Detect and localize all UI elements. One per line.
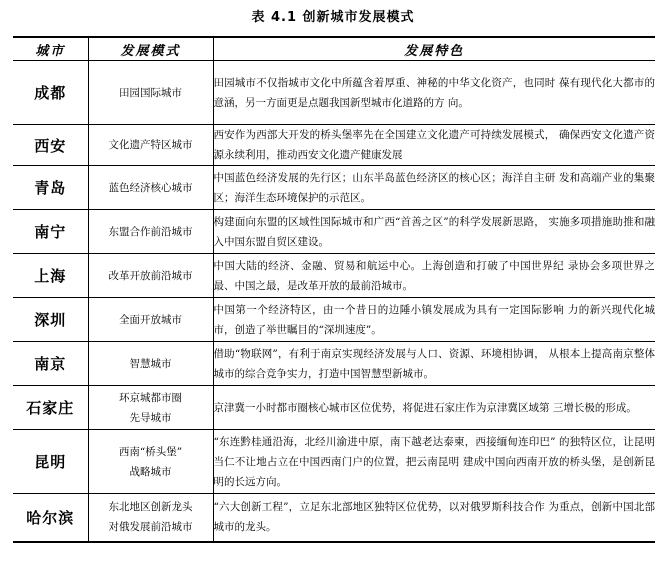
mode-line: 田园国际城市 [119, 86, 182, 99]
cell-features: 中国第一个经济特区，由一个昔日的边陲小镇发展成为具有一定国际影响 力的新兴现代化城市，创造了举世瞩目的“深圳速度”。 [213, 298, 655, 342]
table-row [13, 254, 655, 298]
cell-features: “东连黔桂通沿海，北经川渝进中原，南下越老达泰柬，西接缅甸连印巴” 的独特区位，让昆明当仁不让地占立在中国西南门户的位置，把云南昆明 建成中国向西南开放的桥头堡，是创新昆明的长远方向。 [213, 430, 655, 494]
table-row [13, 210, 655, 254]
mode-line: 对俄发展前沿城市 [108, 521, 193, 534]
table-body [13, 61, 655, 542]
mode-line: 西南“桥头堡” [118, 445, 183, 458]
cell-features: “六大创新工程”，立足东北部地区独特区位优势，以对俄罗斯科技合作 为重点，创新中国北部城市的龙头。 [213, 494, 655, 542]
header-features: 发展特色 [213, 37, 655, 61]
mode-line: 东北地区创新龙头 [108, 501, 193, 514]
cell-mode [88, 494, 213, 542]
table-header-row [13, 37, 655, 61]
cell-mode [88, 125, 213, 166]
table-row [13, 61, 655, 125]
table-row [13, 494, 655, 542]
cell-mode [88, 342, 213, 386]
mode-line: 智慧城市 [129, 357, 172, 370]
cell-features: 借助“物联网”，有利于南京实现经济发展与人口、资源、环境相协调， 从根本上提高南京整体城市的综合竞争实力，打造中国智慧型新城市。 [213, 342, 655, 386]
table-row [13, 166, 655, 210]
table-row [13, 125, 655, 166]
mode-line: 环京城都市圈 [119, 391, 182, 404]
cell-city: 昆明 [13, 430, 88, 494]
cell-features: 西安作为西部大开发的桥头堡率先在全国建立文化遗产可持续发展模式， 确保西安文化遗产资源永续利用，推动西安文化遗产健康发展 [213, 125, 655, 166]
cell-mode [88, 386, 213, 430]
cell-mode [88, 254, 213, 298]
mode-line: 全面开放城市 [119, 313, 182, 326]
mode-line: 蓝色经济核心城市 [108, 181, 193, 194]
cell-city: 南京 [13, 342, 88, 386]
cell-features: 京津冀一小时都市圈核心城市区位优势，将促进石家庄作为京津冀区域第 三增长极的形成。 [213, 386, 655, 430]
cell-features: 田园城市不仅指城市文化中所蕴含着厚重、神秘的中华文化资产，也同时 葆有现代化大都市的意涵，另一方面更是点题我国新型城市化道路的方 向。 [213, 61, 655, 125]
table-row [13, 342, 655, 386]
cell-mode [88, 298, 213, 342]
cell-mode [88, 166, 213, 210]
city-development-table [13, 36, 655, 543]
cell-city: 哈尔滨 [13, 494, 88, 542]
cell-city: 青岛 [13, 166, 88, 210]
cell-mode [88, 210, 213, 254]
cell-mode [88, 430, 213, 494]
header-mode: 发展模式 [88, 37, 213, 61]
cell-features: 中国蓝色经济发展的先行区；山东半岛蓝色经济区的核心区；海洋自主研 发和高端产业的集聚区；海洋生态环境保护的示范区。 [213, 166, 655, 210]
cell-city: 成都 [13, 61, 88, 125]
mode-line: 战略城市 [129, 465, 172, 478]
cell-city: 西安 [13, 125, 88, 166]
cell-features: 中国大陆的经济、金融、贸易和航运中心。上海创造和打破了中国世界纪 录协会多项世界之最、中国之最，是改革开放的最前沿城市。 [213, 254, 655, 298]
table-row [13, 386, 655, 430]
header-city: 城市 [13, 37, 88, 61]
table-row [13, 430, 655, 494]
cell-city: 南宁 [13, 210, 88, 254]
cell-features: 构建面向东盟的区域性国际城市和广西“首善之区”的科学发展新思路， 实施多项措施助推和融入中国东盟自贸区建设。 [213, 210, 655, 254]
mode-line: 东盟合作前沿城市 [108, 225, 193, 238]
mode-line: 改革开放前沿城市 [108, 269, 193, 282]
cell-mode [88, 61, 213, 125]
mode-line: 文化遗产特区城市 [108, 139, 193, 151]
mode-line: 先导城市 [129, 411, 172, 424]
cell-city: 上海 [13, 254, 88, 298]
cell-city: 石家庄 [13, 386, 88, 430]
table-row [13, 298, 655, 342]
cell-city: 深圳 [13, 298, 88, 342]
table-caption: 表 4.1 创新城市发展模式 [251, 10, 415, 25]
